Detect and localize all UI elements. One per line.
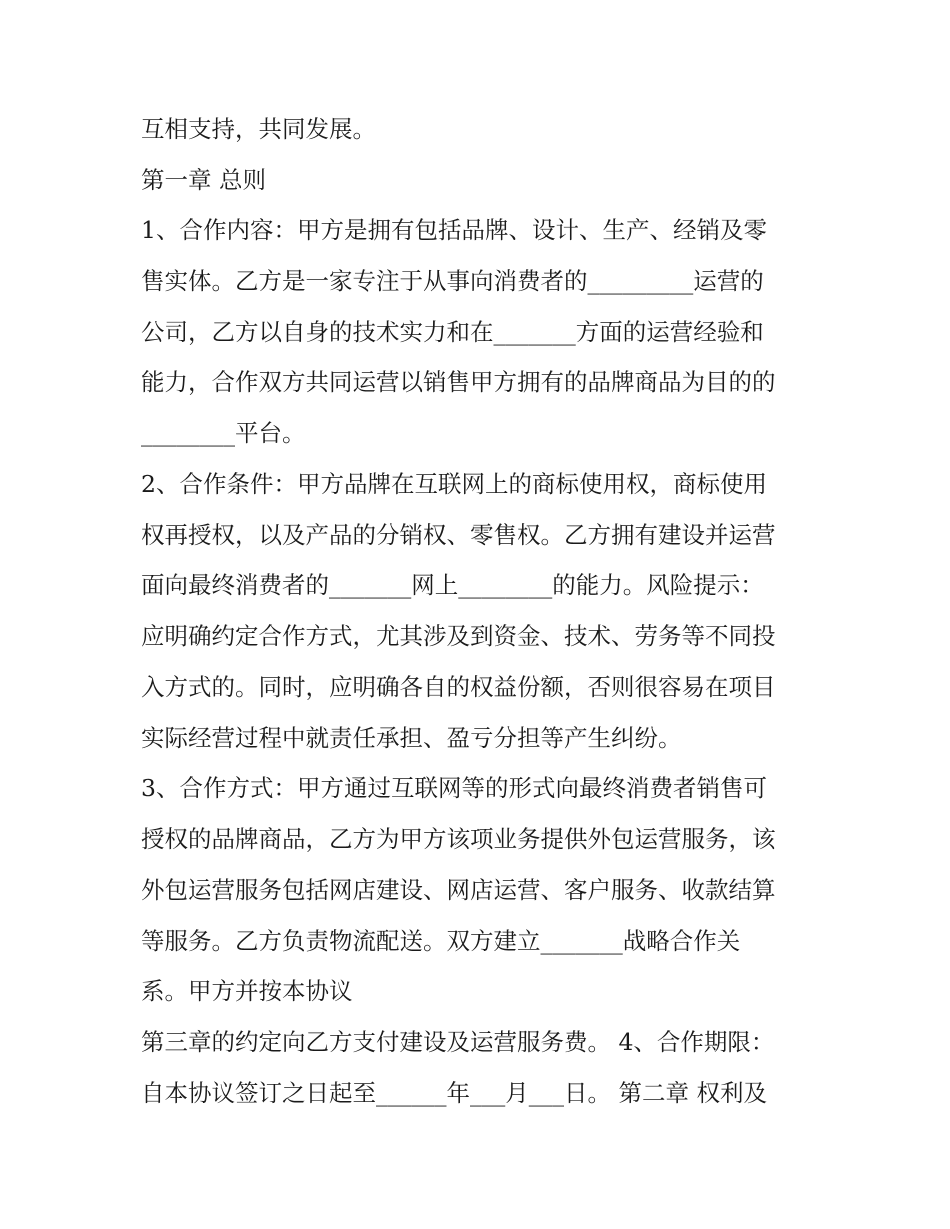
text-line: 系。甲方并按本协议 — [141, 977, 353, 1005]
text-line: 权再授权，以及产品的分销权、零售权。乙方拥有建设并运营 — [141, 521, 776, 549]
text-line: 第三章的约定向乙方支付建设及运营服务费。 4、合作期限： — [141, 1028, 775, 1056]
text-line: 等服务。乙方负责物流配送。双方建立_______战略合作关 — [141, 927, 741, 955]
text-line: 能力，合作双方共同运营以销售甲方拥有的品牌商品为目的的 — [141, 368, 776, 396]
text-line: 外包运营服务包括网店建设、网店运营、客户服务、收款结算 — [141, 876, 776, 904]
text-line: 自本协议签订之日起至______年___月___日。 第二章 权利及 — [141, 1079, 767, 1107]
chapter-heading: 第一章 总则 — [141, 166, 266, 194]
text-line: 实际经营过程中就责任承担、盈亏分担等产生纠纷。 — [141, 724, 682, 752]
text-line: 1、合作内容：甲方是拥有包括品牌、设计、生产、经销及零 — [141, 216, 767, 244]
text-line: 应明确约定合作方式，尤其涉及到资金、技术、劳务等不同投 — [141, 622, 776, 650]
text-line: 2、合作条件：甲方品牌在互联网上的商标使用权，商标使用 — [141, 470, 767, 498]
text-line: 售实体。乙方是一家专注于从事向消费者的_________运营的 — [141, 267, 764, 295]
text-line: 3、合作方式：甲方通过互联网等的形式向最终消费者销售可 — [141, 774, 767, 802]
text-line: 授权的品牌商品，乙方为甲方该项业务提供外包运营服务，该 — [141, 825, 776, 853]
text-line: 面向最终消费者的_______网上________的能力。风险提示： — [141, 571, 764, 599]
text-line: 互相支持，共同发展。 — [141, 115, 376, 143]
text-line: 入方式的。同时，应明确各自的权益份额，否则很容易在项目 — [141, 673, 776, 701]
text-line: 公司，乙方以自身的技术实力和在_______方面的运营经验和 — [141, 318, 764, 346]
text-line: ________平台。 — [141, 419, 306, 447]
